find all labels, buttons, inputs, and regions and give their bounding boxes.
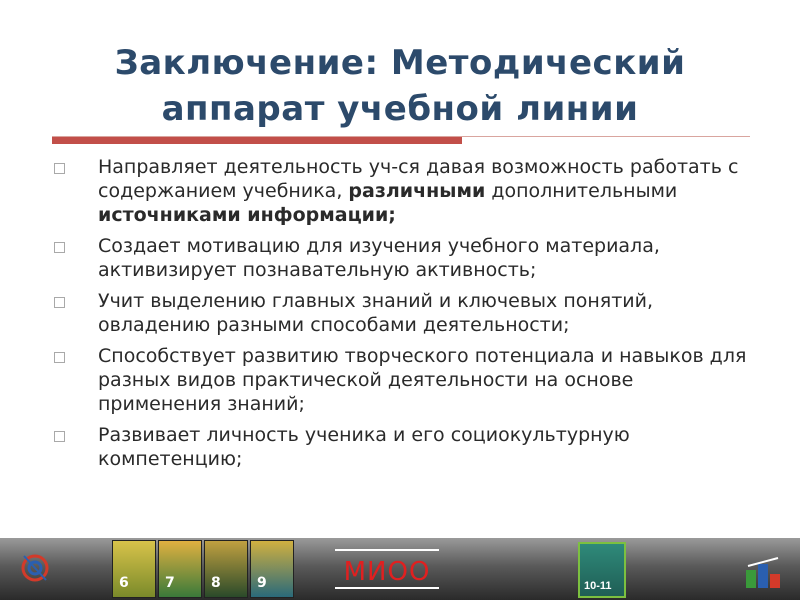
bullet-text-bold: источниками информации; xyxy=(98,204,396,226)
square-bullet-icon xyxy=(54,163,65,174)
bullet-text: Создает мотивацию для изучения учебного материала, активизирует познавательную активность; xyxy=(98,235,660,281)
bullet-text-bold: различными xyxy=(348,180,486,202)
textbook-cover xyxy=(112,540,156,598)
bullet-text: дополнительными xyxy=(485,180,678,202)
textbook-grade: 7 xyxy=(165,575,175,591)
textbook-grade: 10-11 xyxy=(584,580,612,592)
bullet-text: Направляет деятельность уч-ся давая возможность работать с содержанием учебника, xyxy=(98,156,739,202)
textbook-cover xyxy=(158,540,202,598)
title-line-2: аппарат учебной линии xyxy=(161,89,639,129)
mioo-logo-text: МИОО xyxy=(343,557,431,587)
bullet-text: Развивает личность ученика и его социокультурную компетенцию; xyxy=(98,424,630,470)
bullet-item xyxy=(52,344,762,416)
square-bullet-icon xyxy=(54,242,65,253)
square-bullet-icon xyxy=(54,352,65,363)
textbook-cover xyxy=(204,540,248,598)
textbook-cover-senior xyxy=(578,542,626,598)
title-line-1: Заключение: Методический xyxy=(114,43,686,83)
textbook-covers xyxy=(112,540,298,598)
title-divider-accent xyxy=(52,137,462,144)
textbook-cover xyxy=(250,540,294,598)
slide-title xyxy=(40,40,760,132)
publisher-logo-icon xyxy=(744,556,784,592)
bullet-item xyxy=(52,423,762,471)
textbook-grade: 6 xyxy=(119,575,129,591)
institute-emblem-icon xyxy=(18,548,52,588)
bullet-item xyxy=(52,234,762,282)
mioo-logo xyxy=(335,549,439,589)
bullet-text: Учит выделению главных знаний и ключевых понятий, овладению разными способами деятельности; xyxy=(98,290,654,336)
textbook-grade: 8 xyxy=(211,575,221,591)
bullet-text: Способствует развитию творческого потенциала и навыков для разных видов практической деятельности на основе применения знаний; xyxy=(98,345,747,415)
bullet-item xyxy=(52,155,762,227)
square-bullet-icon xyxy=(54,431,65,442)
textbook-grade: 9 xyxy=(257,575,267,591)
bullet-list xyxy=(52,155,762,478)
bullet-item xyxy=(52,289,762,337)
square-bullet-icon xyxy=(54,297,65,308)
